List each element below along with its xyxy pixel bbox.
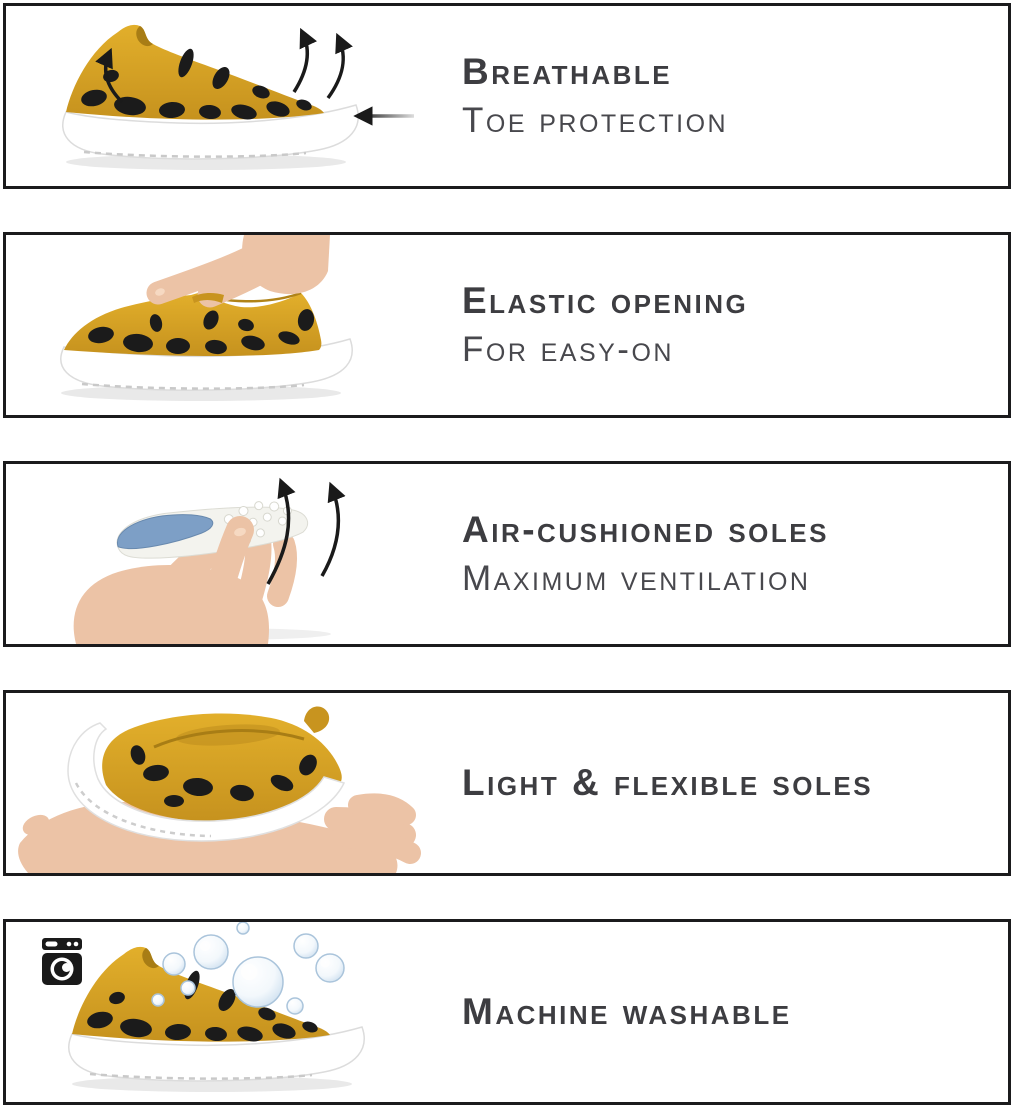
illustration-breathable: [6, 6, 446, 186]
feature-title: Breathable: [462, 51, 673, 93]
feature-panel-air-cushioned-soles: [3, 461, 1011, 647]
feature-text-breathable: [446, 51, 734, 141]
feature-title: Machine washable: [462, 990, 792, 1032]
feature-text-machine-washable: [446, 991, 798, 1034]
feature-title: Elastic opening: [462, 280, 749, 322]
washing-machine-icon: [42, 938, 82, 985]
shoe-airflow-image: [6, 6, 446, 186]
feature-subtitle: Maximum ventilation: [462, 558, 811, 598]
illustration-elastic-opening: [6, 235, 446, 415]
fingers: [336, 803, 410, 853]
hand: [154, 235, 330, 297]
shoe-with-bubbles-image: [6, 922, 446, 1102]
leopard-shoe-side: [63, 25, 358, 170]
feature-subtitle: Toe protection: [462, 100, 729, 140]
illustration-light-flexible-soles: [6, 693, 446, 873]
feature-text-elastic-opening: [446, 280, 754, 370]
feature-panel-elastic-opening: [3, 232, 1011, 418]
feature-text-light-flexible-soles: [446, 762, 879, 805]
hand-bending-shoe-image: [6, 693, 446, 873]
bent-leopard-shoe: [68, 706, 344, 841]
feature-panel-light-flexible-soles: [3, 690, 1011, 876]
feature-title: Air-cushioned soles: [462, 509, 829, 551]
hand-holding-insole-image: [6, 464, 446, 644]
feature-panel-machine-washable: [3, 919, 1011, 1105]
leopard-shoe-stretched: [64, 293, 321, 356]
illustration-machine-washable: [6, 922, 446, 1102]
feature-title: Light & flexible soles: [462, 761, 874, 803]
heel-tab: [304, 706, 329, 733]
feature-text-air-cushioned-soles: [446, 509, 835, 599]
hand-stretching-shoe-image: [6, 235, 446, 415]
feature-subtitle: For easy-on: [462, 329, 674, 369]
illustration-air-cushioned-soles: [6, 464, 446, 644]
feature-panel-breathable: [3, 3, 1011, 189]
